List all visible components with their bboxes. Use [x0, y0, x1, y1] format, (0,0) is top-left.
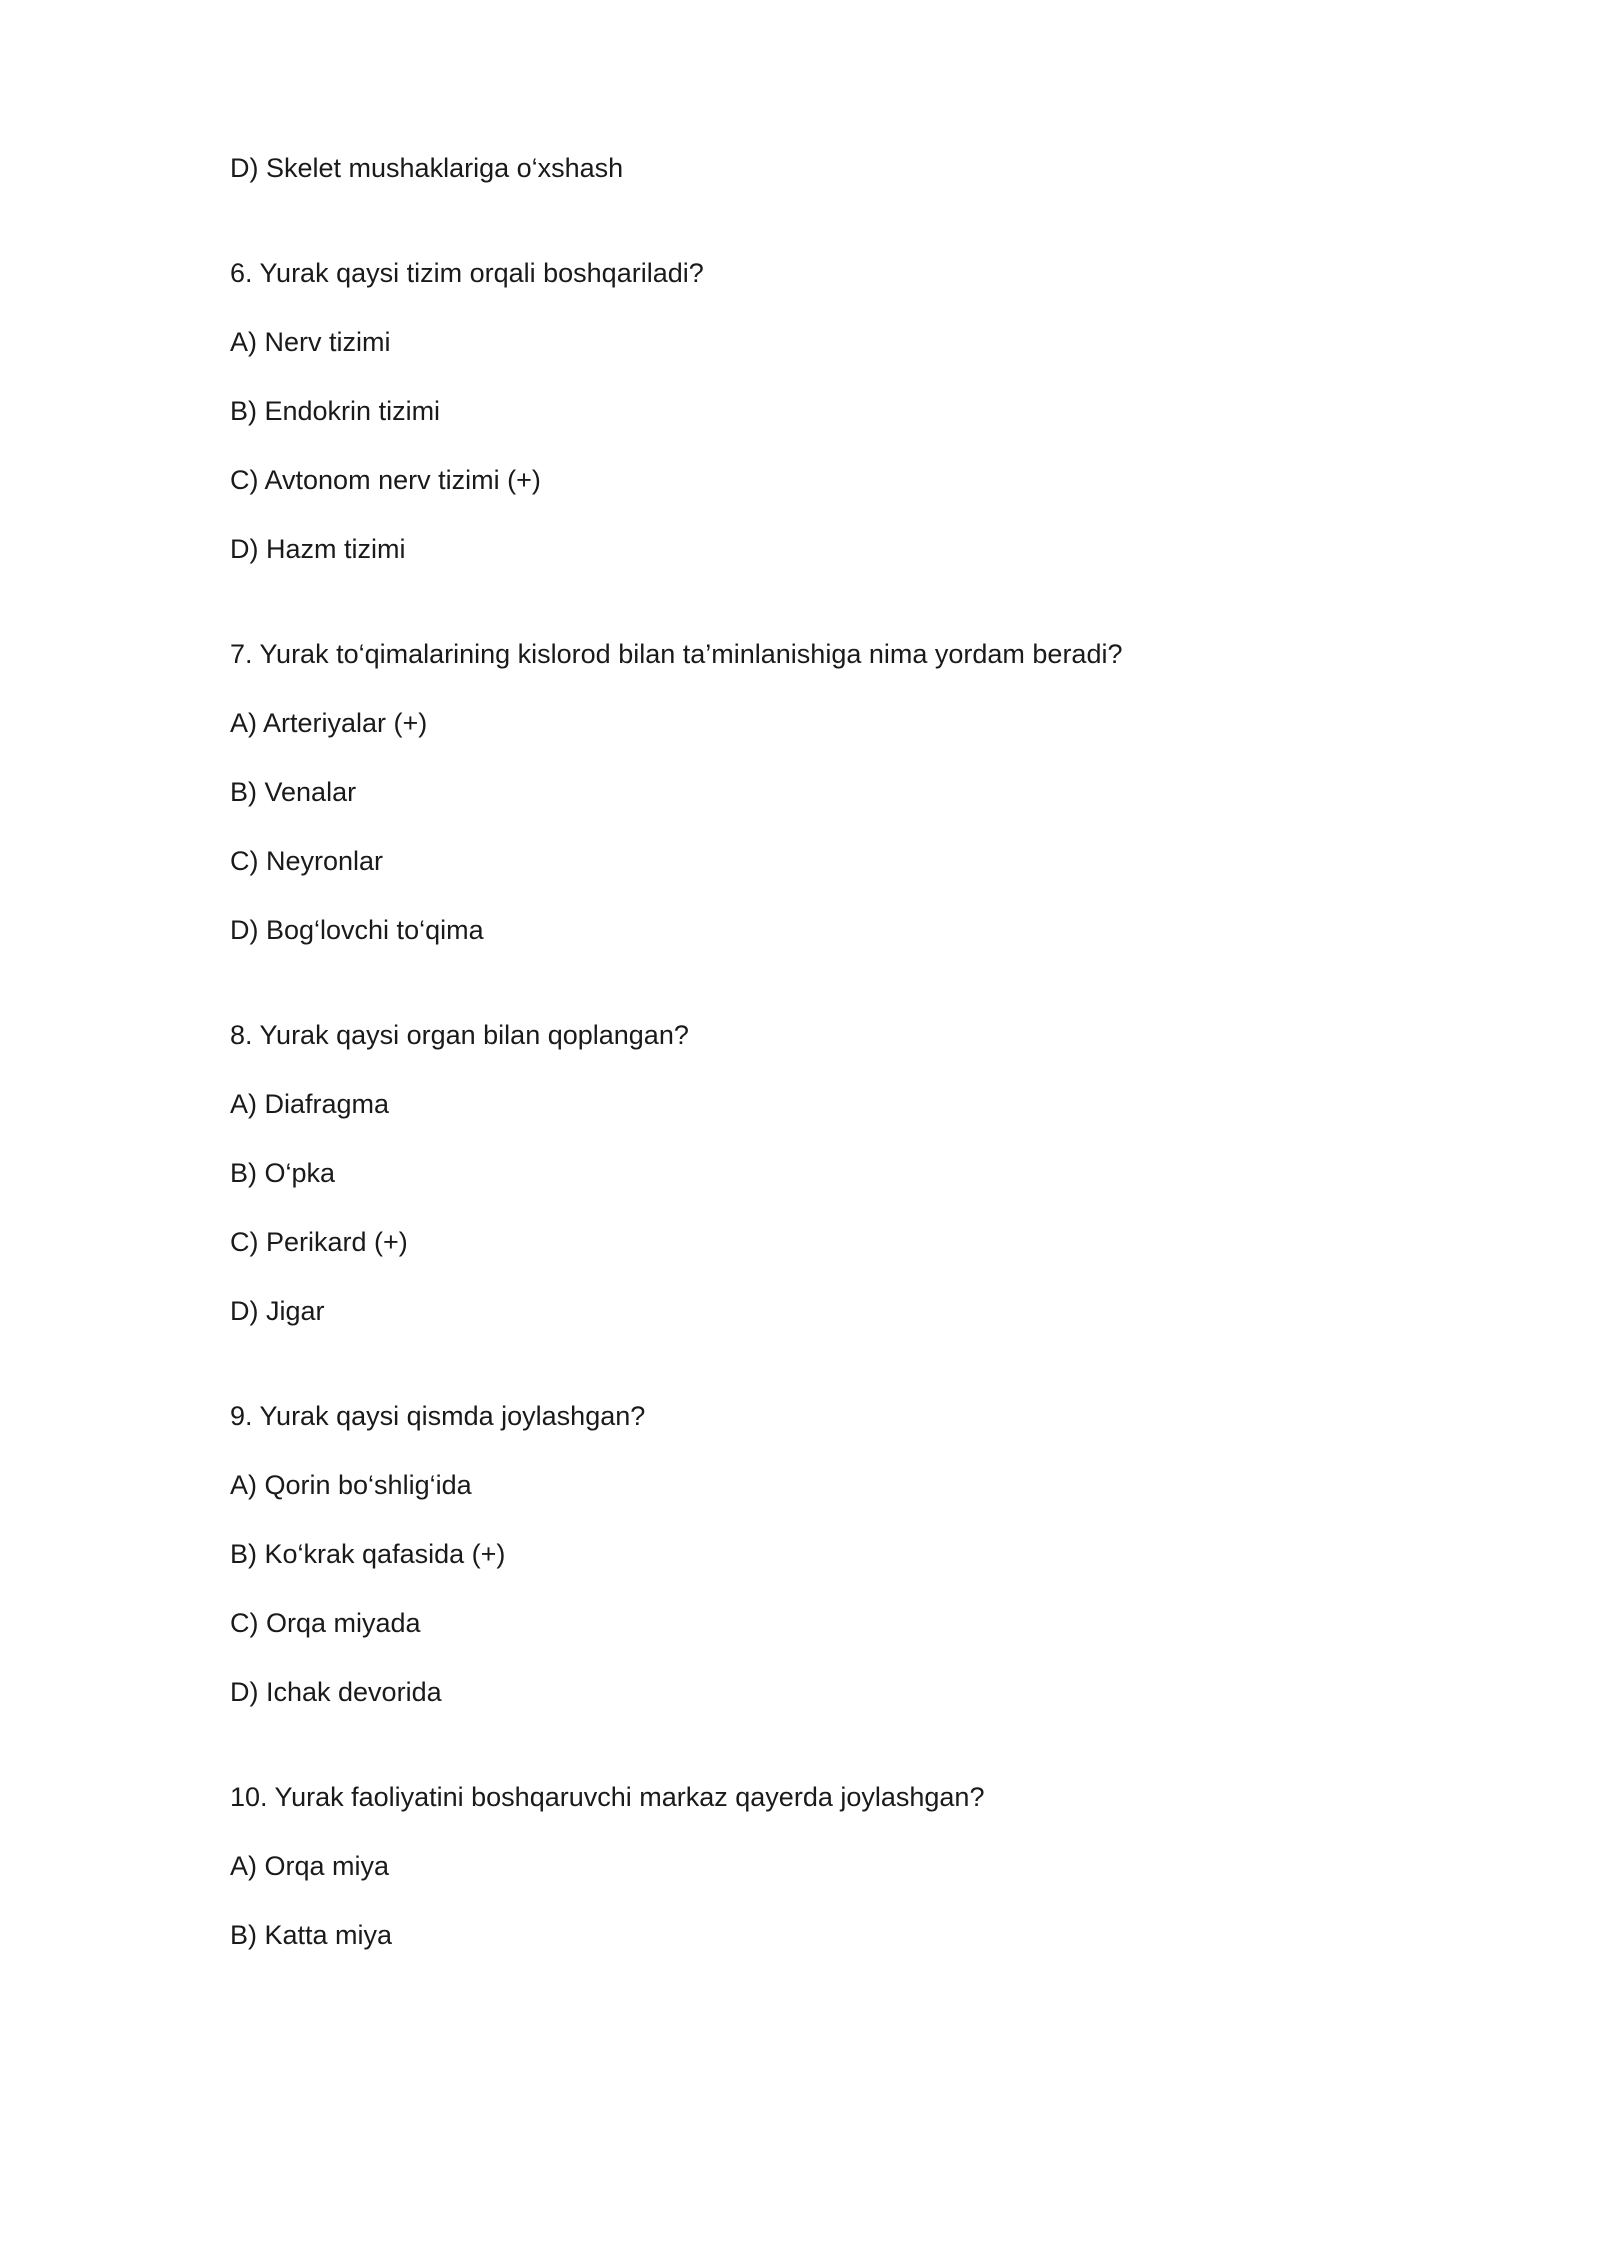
answer-option: A) Arteriyalar (+) — [230, 708, 428, 738]
answer-option: B) Endokrin tizimi — [230, 396, 441, 426]
answer-option: B) O‘pka — [230, 1158, 336, 1188]
answer-option: C) Neyronlar — [230, 846, 384, 876]
question-7: 7. Yurak to‘qimalarining kislorod bilan ta’minlanishiga nima yordam beradi? — [230, 639, 1123, 669]
answer-option: A) Qorin bo‘shlig‘ida — [230, 1470, 472, 1500]
answer-option: D) Jigar — [230, 1296, 325, 1326]
question-10: 10. Yurak faoliyatini boshqaruvchi markaz qayerda joylashgan? — [230, 1782, 985, 1812]
answer-option: A) Diafragma — [230, 1089, 390, 1119]
answer-option: D) Bog‘lovchi to‘qima — [230, 915, 484, 945]
answer-option: D) Hazm tizimi — [230, 534, 406, 564]
question-8: 8. Yurak qaysi organ bilan qoplangan? — [230, 1020, 689, 1050]
answer-option: D) Ichak devorida — [230, 1677, 442, 1707]
answer-option: A) Nerv tizimi — [230, 327, 391, 357]
answer-option: B) Katta miya — [230, 1920, 393, 1950]
answer-option: B) Ko‘krak qafasida (+) — [230, 1539, 506, 1569]
question-6: 6. Yurak qaysi tizim orqali boshqariladi? — [230, 258, 704, 288]
answer-option: C) Perikard (+) — [230, 1227, 408, 1257]
answer-option: C) Avtonom nerv tizimi (+) — [230, 465, 541, 495]
document-body — [230, 150, 1380, 1986]
answer-option: A) Orqa miya — [230, 1851, 390, 1881]
question-9: 9. Yurak qaysi qismda joylashgan? — [230, 1401, 646, 1431]
answer-option: C) Orqa miyada — [230, 1608, 421, 1638]
answer-option: D) Skelet mushaklariga o‘xshash — [230, 153, 624, 183]
answer-option: B) Venalar — [230, 777, 357, 807]
